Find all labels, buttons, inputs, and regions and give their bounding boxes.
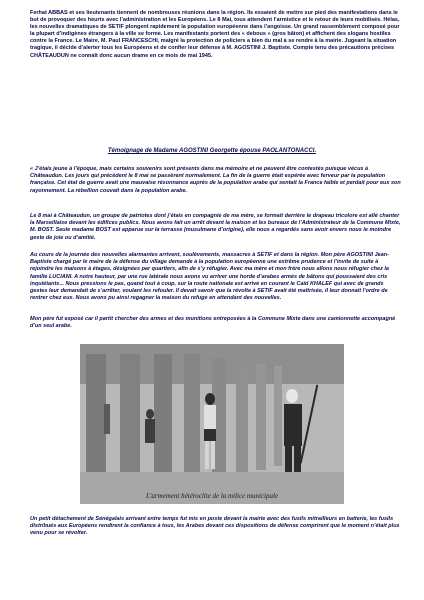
historical-photo [80, 344, 344, 504]
testimony-heading: Témoignage de Madame AGOSTINI Georgette épouse PAOLANTONACCI. [107, 148, 317, 154]
photo-caption: L'armement hétéroclite de la milice municipale [145, 492, 279, 500]
testimony-paragraph-5: Un petit détachement de Sénégalais arrivant entre temps fut mis en poste devant la mairie avec des fusils mitrailleurs en batterie, les fusils distribués aux Européens rendirent la confiance à tous, les Arabes devant ces dispositions de défense comprirent que le moment n’était plus venu pour se révolter. [30, 516, 400, 537]
testimony-paragraph-2: Le 8 mai à Châteaudun, un groupe de patriotes dont j’étais en compagnie de ma mère, se formait derrière le drapeau tricolore est allé chanter la Marseillaise devant les édifices publics. Nous avons fait un arrêt devant la maison et les bureaux de l’Administrateur de la Commune Mixte, M. BOST. Seule madame BOST est apparue sur la terrasse (musulmane d’origine), elle nous a regardés sans avoir envers nous le moindre geste de joie ou d’amitié. [30, 213, 401, 241]
testimony-paragraph-3: Au cours de la journée des nouvelles alarmantes arrivent, soulèvements, massacres à SETIF et dans la région. Mon père AGOSTINI Jean-Baptiste chargé par le maire de la défense du village demande à la population européenne une extrême prudence et l’invite de suite à rejoindre les maisons à étages, désignées par quartiers, afin de s’y réfugier. Avec ma mère et mon frère nous allons nous réfugier chez la famille LUCIANI. A notre hauteur, par une rue latérale nous avons vu arriver une horde d’arabes armés de bâtons qui poussaient des cris inquiétants... Nous pressions le pas, quand tout à coup, sur la route nationale est arrivé en courant le Caïd KHALEF qui avec de grands gestes leur demandait de s’arrêter, voulant les refouler. Il devait savoir que la révolte à SETIF avait été maîtrisée, il leur donnait l’ordre de rentrer chez eux. Nous avons pu ainsi regagner la maison du refuge en attendant des nouvelles. [30, 252, 389, 302]
intro-paragraph: Ferhat ABBAS et ses lieutenants tiennent de nombreuses réunions dans la région. Ils essaient de mettre sur pied des manifestations dans le but de provoquer des heurts avec l’administration et les Européens. Le 8 Mai, tous attendent l’armistice et le retour de leurs mobilisés. Hélas, les nouvelles dramatiques de SETIF plongent rapidement la population européenne dans l’angoisse. Un grand rassemblement composé pour la plupart d’indigènes étrangers à la ville se forme. Les manifestants portent des « debous » (gros bâton) et affichent des slogans hostiles contre la France. Le Maire, M. Paul FRANCESCHI, malgré la protection de policiers a bien du mal à se rendre à la mairie. Jugeant la situation tragique, il décide d’alerter tous les Européens et de confier leur défense à M. AGOSTINI J. Baptiste. Compte tenu des précautions précises CHÂTEAUDUN ne connaît donc aucun drame en ce mois de mai 1945. [30, 10, 400, 59]
photo-illustration [80, 344, 344, 504]
testimony-paragraph-4: Mon père fut exposé car il partit chercher des armes et des munitions entreposées à la Commune Mixte dans une camionnette accompagné d’un seul arabe. [30, 316, 396, 330]
testimony-paragraph-1: « J’étais jeune à l’époque, mais certains souvenirs sont présents dans ma mémoire et ne peuvent être contestés puisque vécus à Châteaudun. Les jours qui précèdent le 8 mai se passèrent normalement. La fin de la guerre était espérée avec ferveur par la population française. Cet état de guerre avait une mauvaise résonnance auprès de la population arabe qui sentait la France faible et perdait pour eux son rayonnement. La rébellion couvait dans la population arabe. [30, 166, 401, 194]
